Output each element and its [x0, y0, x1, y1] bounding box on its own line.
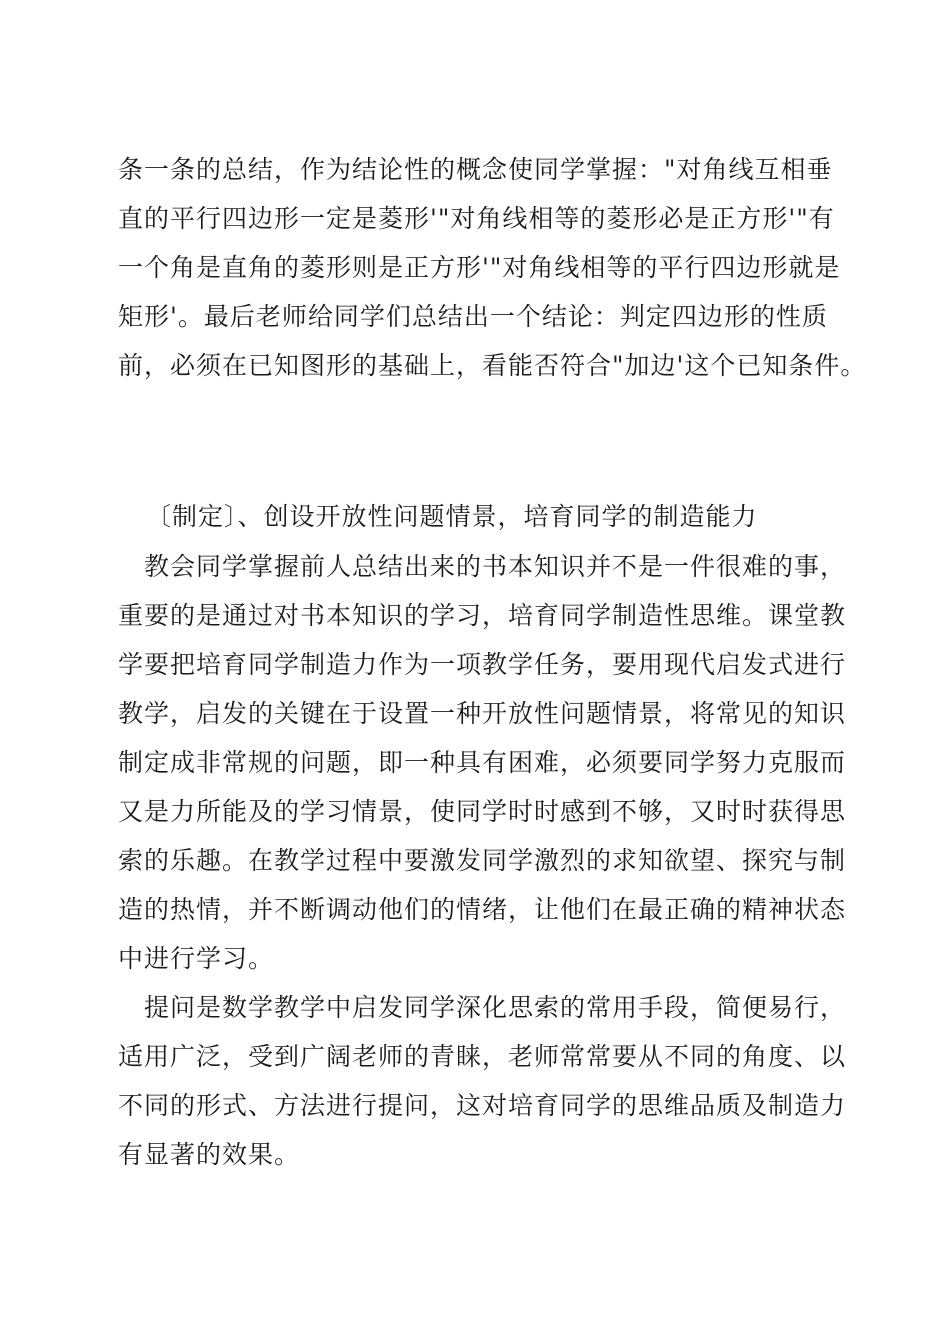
- paragraph-2-line-7: 索的乐趣。在教学过程中要激发同学激烈的求知欲望、探究与制: [118, 846, 847, 875]
- paragraph-2-line-8: 造的热情，并不断调动他们的情绪，让他们在最正确的精神状态: [118, 895, 847, 924]
- paragraph-1-line-2: 直的平行四边形一定是菱形'"对角线相等的菱形必是正方形'"有: [118, 204, 835, 233]
- paragraph-2-line-5: 制定成非常规的问题，即一种具有困难，必须要同学努力克服而: [118, 748, 847, 777]
- paragraph-2-line-3: 学要把培育同学制造力作为一项教学任务，要用现代启发式进行: [118, 650, 847, 679]
- paragraph-1-line-5: 前，必须在已知图形的基础上，看能否符合"加边'这个已知条件。: [118, 351, 867, 380]
- paragraph-3-line-3: 不同的形式、方法进行提问，这对培育同学的思维品质及制造力: [118, 1091, 847, 1120]
- paragraph-1-line-3: 一个角是直角的菱形则是正方形'"对角线相等的平行四边形就是: [118, 253, 841, 282]
- paragraph-3-line-4: 有显著的效果。: [118, 1140, 301, 1169]
- paragraph-2-line-9: 中进行学习。: [118, 944, 275, 973]
- paragraph-1-line-1: 条一条的总结，作为结论性的概念使同学掌握："对角线互相垂: [118, 155, 833, 184]
- paragraph-2-line-6: 又是力所能及的学习情景，使同学时时感到不够，又时时获得思: [118, 797, 847, 826]
- paragraph-2-line-2: 重要的是通过对书本知识的学习，培育同学制造性思维。课堂教: [118, 601, 847, 630]
- paragraph-2-line-1: 教会同学掌握前人总结出来的书本知识并不是一件很难的事，: [144, 552, 847, 581]
- paragraph-1-line-4: 矩形'。最后老师给同学们总结出一个结论：判定四边形的性质: [118, 302, 828, 331]
- paragraph-3-line-1: 提问是数学教学中启发同学深化思索的常用手段，简便易行，: [144, 993, 847, 1022]
- section-heading: 〔制定〕、创设开放性问题情景，培育同学的制造能力: [146, 502, 758, 531]
- paragraph-2-line-4: 教学，启发的关键在于设置一种开放性问题情景，将常见的知识: [118, 699, 847, 728]
- paragraph-3-line-2: 适用广泛，受到广阔老师的青睐，老师常常要从不同的角度、以: [118, 1042, 847, 1071]
